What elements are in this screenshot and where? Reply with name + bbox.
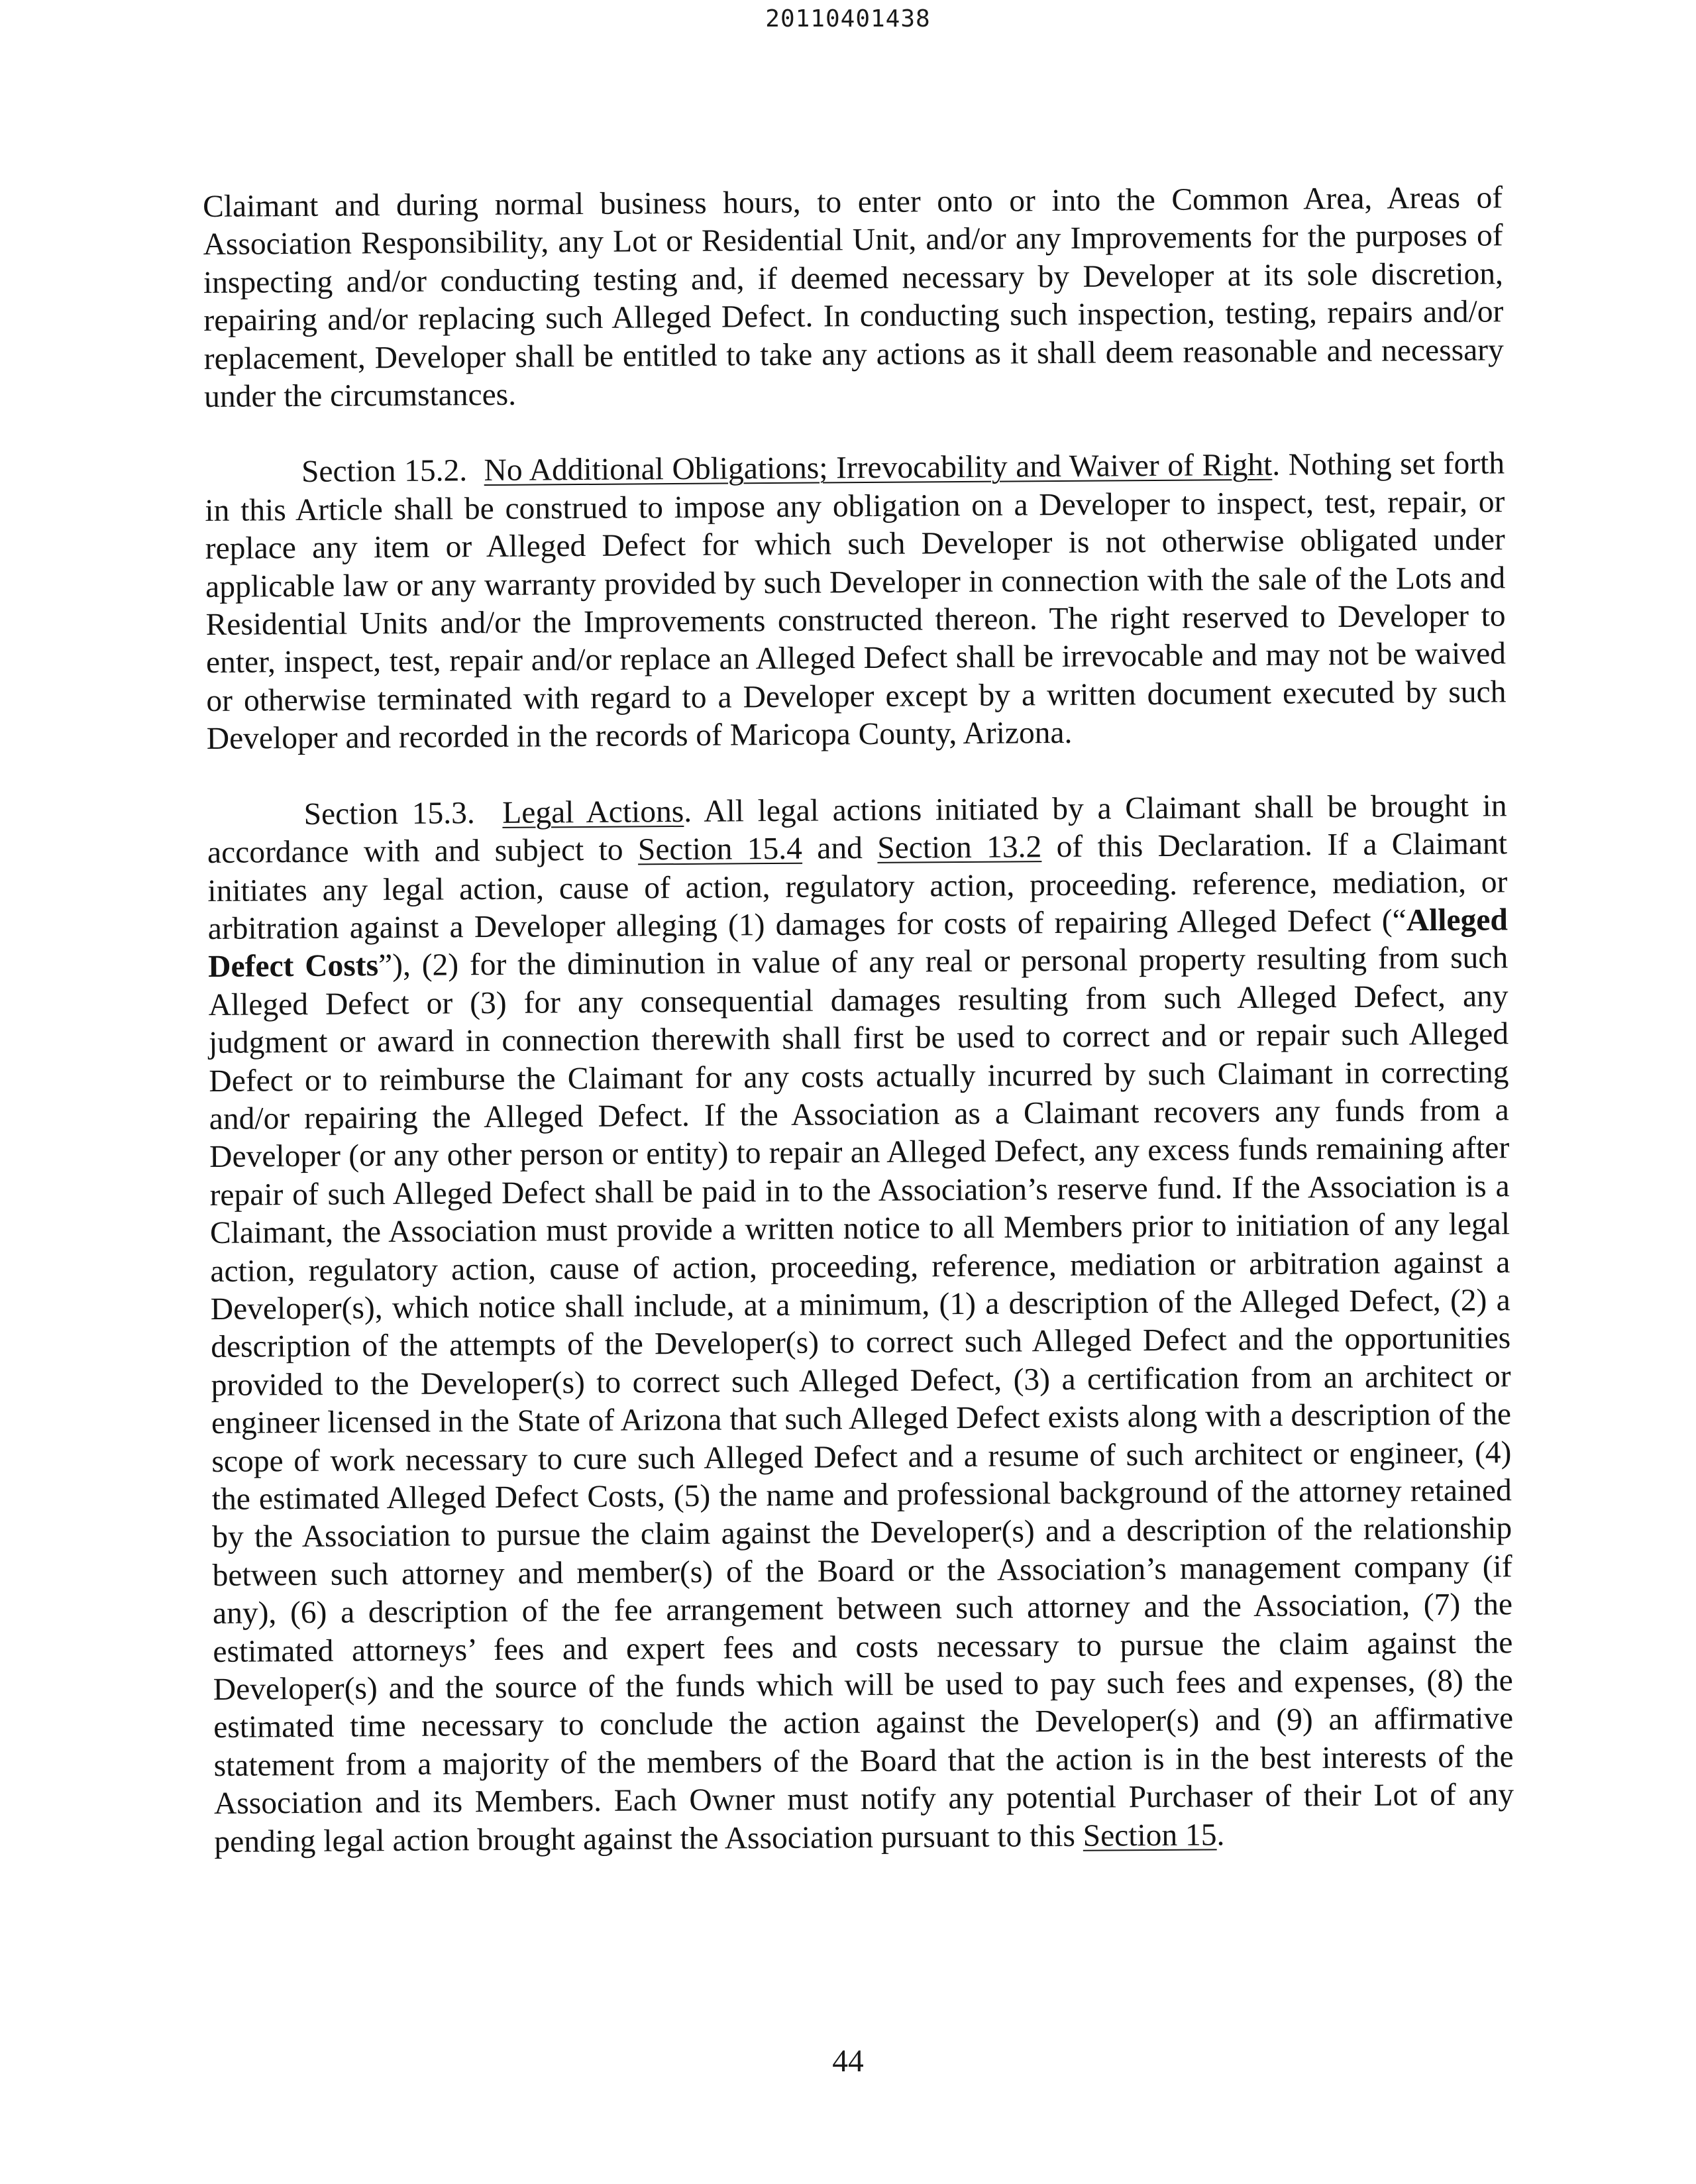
- section-15-2-body: . Nothing set forth in this Article shall be construed to impose any obligation on a Developer to inspect, test, repair, or replace any item or Alleged Defect for which such Developer is not otherwise obligated under applicable law or any warranty provided by such Developer in connection with the sale of the Lots and Residential Units and/or the Improvements constructed thereon. The right reserved to Developer to enter, inspect, test, repair and/or replace an Alleged Defect shall be irrevocable and may not be waived or otherwise terminated with regard to a Developer except by a written document executed by such Developer and recorded in the records of Maricopa County, Arizona.: [205, 446, 1507, 757]
- section-15-3-text-1: . All legal actions initiated by a Claimant shall be brought in accordance with and subject to: [207, 788, 1507, 871]
- section-15-3-text-5: .: [1216, 1817, 1225, 1853]
- section-15-3-heading: Legal Actions: [502, 794, 684, 830]
- section-15-3-text-4: ”), (2) for the diminution in value of any real or personal property resulting from such Alleged Defect or (3) for any consequential damages resulting from such Alleged Defect, any judgment or award in connection therewith shall first be used to correct and or repair such Alleged Defect or to reimburse the Claimant for any costs actually incurred by such Claimant in correcting and/or repairing the Alleged Defect. If the Association as a Claimant recovers any funds from a Developer (or any other person or entity) to repair an Alleged Defect, any excess funds remaining after repair of such Alleged Defect shall be paid in to the Association’s reserve fund. If the Association is a Claimant, the Association must provide a written notice to all Members prior to initiation of any legal action, regulatory action, cause of action, proceeding, reference, mediation or arbitration against a Developer(s), which notice shall include, at a minimum, (1) a description of the Alleged Defect, (2) a description of the attempts of the Developer(s) to correct such Alleged Defect and the opportunities provided to the Developer(s) to correct such Alleged Defect, (3) a certification from an architect or engineer licensed in the State of Arizona that such Alleged Defect exists along with a description of the scope of work necessary to cure such Alleged Defect and a resume of such architect or engineer, (4) the estimated Alleged Defect Costs, (5) the name and professional background of the attorney retained by the Association to pursue the claim against the Developer(s) and a description of the relationship between such attorney and member(s) of the Board or the Association’s management company (if any), (6) a description of the fee arrangement between such attorney and the Association, (7) the estimated attorneys’ fees and expert fees and costs necessary to pursue the claim against the Developer(s) and the source of the funds which will be used to pay such fees and expenses, (8) the estimated time necessary to conclude the action against the Developer(s) and (9) an affirmative statement from a majority of the members of the Board that the action is in the best interests of the Association and its Members. Each Owner must notify any potential Purchaser of their Lot of any pending legal action brought against the Association pursuant to this: [208, 940, 1514, 1859]
- section-15-3-text-2: and: [802, 831, 878, 866]
- section-15-2-heading: No Additional Obligations; Irrevocability and Waiver of Right: [484, 448, 1273, 488]
- defined-term-alleged-defect-costs: Alleged Defect Costs: [208, 902, 1508, 985]
- document-number: 20110401438: [765, 5, 931, 32]
- document-body: [203, 179, 1514, 1899]
- section-13-2-reference: Section 13.2: [877, 830, 1042, 866]
- page-number: 44: [832, 2044, 864, 2079]
- section-15-3-text-3: of this Declaration. If a Claimant initiates any legal action, cause of action, regulatory action, proceeding. reference, mediation, or arbitration against a Developer alleging (1) damages for costs of repairing Alleged Defect (“: [207, 826, 1508, 946]
- section-15-2-paragraph: [205, 445, 1507, 759]
- section-15-reference: Section 15: [1083, 1818, 1217, 1853]
- section-15-4-reference: Section 15.4: [637, 831, 803, 867]
- paragraph-claimant-access: Claimant and during normal business hours, to enter onto or into the Common Area, Areas of Association Responsibility, any Lot or Residential Unit, and/or any Improvements for the purposes of inspecting and/or conducting testing and, if deemed necessary by Developer at its sole discretion, repairing and/or replacing such Alleged Defect. In conducting such inspection, testing, repairs and/or replacement, Developer shall be entitled to take any actions as it shall deem reasonable and necessary under the circumstances.: [203, 180, 1504, 415]
- section-15-3-paragraph: [207, 787, 1514, 1861]
- section-15-2-number: Section 15.2.: [301, 453, 468, 490]
- section-15-3-number: Section 15.3.: [303, 795, 475, 832]
